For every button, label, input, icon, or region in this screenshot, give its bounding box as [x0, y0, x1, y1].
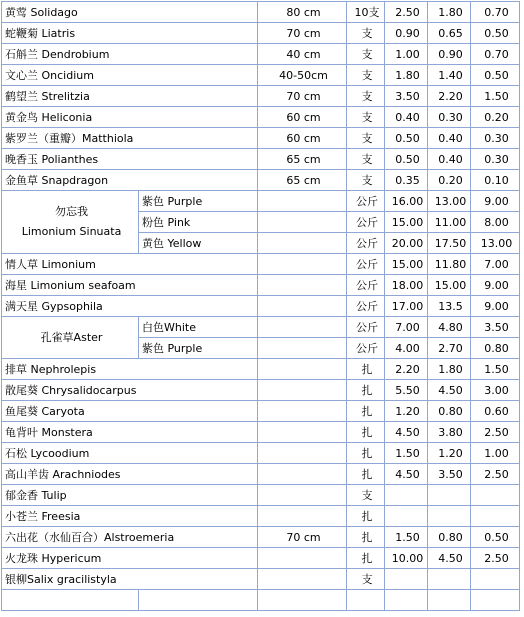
price-3: 3.50	[471, 317, 520, 338]
table-row	[2, 359, 520, 380]
table-row	[2, 464, 520, 485]
unit: 扎	[347, 422, 385, 443]
price-2: 4.80	[428, 317, 471, 338]
unit: 公斤	[347, 191, 385, 212]
price-3: 9.00	[471, 275, 520, 296]
price-3: 0.10	[471, 170, 520, 191]
table-row	[2, 422, 520, 443]
empty-cell	[258, 590, 347, 611]
unit: 扎	[347, 359, 385, 380]
group-name-aster: 孔雀草Aster	[2, 317, 139, 359]
price-1: 18.00	[385, 275, 428, 296]
price-1: 20.00	[385, 233, 428, 254]
table-row	[2, 44, 520, 65]
price-3: 8.00	[471, 212, 520, 233]
price-1	[385, 485, 428, 506]
price-1: 10.00	[385, 548, 428, 569]
price-3: 2.50	[471, 422, 520, 443]
stem-length: 40 cm	[258, 44, 347, 65]
flower-name: 银柳Salix gracilistyla	[2, 569, 258, 590]
stem-length: 65 cm	[258, 170, 347, 191]
stem-length	[258, 317, 347, 338]
price-1: 4.00	[385, 338, 428, 359]
price-2: 3.80	[428, 422, 471, 443]
unit: 扎	[347, 527, 385, 548]
price-1: 0.40	[385, 107, 428, 128]
flower-name: 石松 Lycoodium	[2, 443, 258, 464]
unit: 公斤	[347, 296, 385, 317]
table-row	[2, 569, 520, 590]
flower-name: 情人草 Limonium	[2, 254, 258, 275]
flower-name: 金鱼草 Snapdragon	[2, 170, 258, 191]
price-3: 1.50	[471, 359, 520, 380]
unit: 扎	[347, 443, 385, 464]
stem-length: 70 cm	[258, 86, 347, 107]
price-1: 0.50	[385, 128, 428, 149]
flower-name: 火龙珠 Hypericum	[2, 548, 258, 569]
stem-length: 60 cm	[258, 128, 347, 149]
flower-name: 郁金香 Tulip	[2, 485, 258, 506]
unit: 支	[347, 44, 385, 65]
table-row	[2, 380, 520, 401]
price-2: 1.80	[428, 2, 471, 23]
stem-length	[258, 212, 347, 233]
flower-name: 鹤望兰 Strelitzia	[2, 86, 258, 107]
price-2: 17.50	[428, 233, 471, 254]
price-3: 0.50	[471, 65, 520, 86]
empty-cell	[428, 590, 471, 611]
price-1: 1.20	[385, 401, 428, 422]
unit: 支	[347, 107, 385, 128]
stem-length: 70 cm	[258, 23, 347, 44]
flower-name: 六出花（水仙百合）Alstroemeria	[2, 527, 258, 548]
price-3	[471, 569, 520, 590]
empty-cell	[139, 590, 258, 611]
price-2: 11.80	[428, 254, 471, 275]
price-2: 0.30	[428, 107, 471, 128]
empty-row	[2, 590, 520, 611]
stem-length: 70 cm	[258, 527, 347, 548]
price-3: 7.00	[471, 254, 520, 275]
price-3: 2.50	[471, 548, 520, 569]
flower-name: 鱼尾葵 Caryota	[2, 401, 258, 422]
flower-name: 高山羊齿 Arachniodes	[2, 464, 258, 485]
flower-name: 小苍兰 Freesia	[2, 506, 258, 527]
price-1: 2.20	[385, 359, 428, 380]
unit: 支	[347, 128, 385, 149]
price-2: 4.50	[428, 380, 471, 401]
price-1: 1.80	[385, 65, 428, 86]
price-3: 0.70	[471, 2, 520, 23]
price-1	[385, 506, 428, 527]
flower-name: 蛇鞭菊 Liatris	[2, 23, 258, 44]
flower-name: 满天星 Gypsophila	[2, 296, 258, 317]
price-3: 9.00	[471, 191, 520, 212]
price-3: 2.50	[471, 464, 520, 485]
price-1: 15.00	[385, 212, 428, 233]
stem-length	[258, 506, 347, 527]
price-1: 1.50	[385, 527, 428, 548]
unit: 支	[347, 149, 385, 170]
price-1: 1.00	[385, 44, 428, 65]
price-3: 0.30	[471, 128, 520, 149]
table-row	[2, 23, 520, 44]
price-3: 0.60	[471, 401, 520, 422]
unit: 公斤	[347, 275, 385, 296]
price-2: 3.50	[428, 464, 471, 485]
unit: 公斤	[347, 233, 385, 254]
price-2: 0.80	[428, 527, 471, 548]
stem-length	[258, 275, 347, 296]
stem-length	[258, 380, 347, 401]
stem-length	[258, 569, 347, 590]
table-row	[2, 443, 520, 464]
unit: 10支	[347, 2, 385, 23]
unit: 支	[347, 569, 385, 590]
price-2: 13.5	[428, 296, 471, 317]
price-2: 2.70	[428, 338, 471, 359]
flower-price-table	[1, 1, 520, 611]
stem-length	[258, 296, 347, 317]
stem-length	[258, 443, 347, 464]
unit: 公斤	[347, 254, 385, 275]
flower-name: 石斛兰 Dendrobium	[2, 44, 258, 65]
price-2: 0.90	[428, 44, 471, 65]
price-1: 2.50	[385, 2, 428, 23]
price-3: 0.30	[471, 149, 520, 170]
price-1: 5.50	[385, 380, 428, 401]
price-2	[428, 506, 471, 527]
flower-name: 紫罗兰（重瓣）Matthiola	[2, 128, 258, 149]
table-row	[2, 170, 520, 191]
table-row	[2, 149, 520, 170]
price-1: 3.50	[385, 86, 428, 107]
empty-cell	[471, 590, 520, 611]
price-2: 4.50	[428, 548, 471, 569]
price-1	[385, 569, 428, 590]
unit: 支	[347, 170, 385, 191]
price-2: 11.00	[428, 212, 471, 233]
table-row	[2, 254, 520, 275]
color-variant: 紫色 Purple	[139, 338, 258, 359]
price-2: 1.40	[428, 65, 471, 86]
stem-length	[258, 485, 347, 506]
price-3: 0.70	[471, 44, 520, 65]
price-2: 1.80	[428, 359, 471, 380]
table-row	[2, 485, 520, 506]
table-row	[2, 2, 520, 23]
price-1: 1.50	[385, 443, 428, 464]
unit: 支	[347, 86, 385, 107]
price-2: 0.80	[428, 401, 471, 422]
price-2: 0.40	[428, 149, 471, 170]
table-row	[2, 191, 520, 212]
stem-length	[258, 233, 347, 254]
flower-name: 黄莺 Solidago	[2, 2, 258, 23]
empty-cell	[385, 590, 428, 611]
price-2: 0.20	[428, 170, 471, 191]
price-1: 15.00	[385, 254, 428, 275]
unit: 支	[347, 485, 385, 506]
unit: 公斤	[347, 212, 385, 233]
stem-length	[258, 422, 347, 443]
price-3: 13.00	[471, 233, 520, 254]
stem-length	[258, 359, 347, 380]
stem-length: 60 cm	[258, 107, 347, 128]
price-3: 1.00	[471, 443, 520, 464]
price-2: 13.00	[428, 191, 471, 212]
price-1: 0.90	[385, 23, 428, 44]
table-row	[2, 296, 520, 317]
stem-length: 40-50cm	[258, 65, 347, 86]
group-name-en: Limonium Sinuata	[21, 225, 122, 238]
unit: 支	[347, 23, 385, 44]
stem-length: 80 cm	[258, 2, 347, 23]
table-row	[2, 86, 520, 107]
table-row	[2, 527, 520, 548]
flower-name: 龟背叶 Monstera	[2, 422, 258, 443]
price-3: 0.20	[471, 107, 520, 128]
unit: 扎	[347, 506, 385, 527]
stem-length	[258, 464, 347, 485]
flower-name: 文心兰 Oncidium	[2, 65, 258, 86]
stem-length	[258, 401, 347, 422]
table-row	[2, 65, 520, 86]
stem-length: 65 cm	[258, 149, 347, 170]
price-1: 4.50	[385, 464, 428, 485]
price-3: 9.00	[471, 296, 520, 317]
unit: 扎	[347, 464, 385, 485]
group-name-cn: 勿忘我	[55, 205, 88, 218]
price-3: 3.00	[471, 380, 520, 401]
empty-cell	[2, 590, 139, 611]
unit: 扎	[347, 401, 385, 422]
flower-name: 晚香玉 Polianthes	[2, 149, 258, 170]
table-row	[2, 275, 520, 296]
stem-length	[258, 548, 347, 569]
price-3: 0.50	[471, 527, 520, 548]
stem-length	[258, 338, 347, 359]
price-1: 7.00	[385, 317, 428, 338]
price-3: 0.80	[471, 338, 520, 359]
unit: 扎	[347, 380, 385, 401]
unit: 支	[347, 65, 385, 86]
price-1: 17.00	[385, 296, 428, 317]
stem-length	[258, 191, 347, 212]
flower-name: 黄金鸟 Heliconia	[2, 107, 258, 128]
price-2: 0.40	[428, 128, 471, 149]
table-row	[2, 107, 520, 128]
price-3	[471, 485, 520, 506]
price-1: 0.50	[385, 149, 428, 170]
table-row	[2, 128, 520, 149]
table-row	[2, 506, 520, 527]
unit: 公斤	[347, 338, 385, 359]
stem-length	[258, 254, 347, 275]
price-2	[428, 569, 471, 590]
flower-name: 排草 Nephrolepis	[2, 359, 258, 380]
table-row	[2, 317, 520, 338]
color-variant: 黄色 Yellow	[139, 233, 258, 254]
price-1: 4.50	[385, 422, 428, 443]
table-row	[2, 548, 520, 569]
price-3: 0.50	[471, 23, 520, 44]
color-variant: 紫色 Purple	[139, 191, 258, 212]
price-3	[471, 506, 520, 527]
flower-name: 海星 Limonium seafoam	[2, 275, 258, 296]
price-2: 2.20	[428, 86, 471, 107]
price-1: 0.35	[385, 170, 428, 191]
flower-name: 散尾葵 Chrysalidocarpus	[2, 380, 258, 401]
group-name-limonium-sinuata	[2, 191, 139, 254]
color-variant: 粉色 Pink	[139, 212, 258, 233]
color-variant: 白色White	[139, 317, 258, 338]
unit: 扎	[347, 548, 385, 569]
unit: 公斤	[347, 317, 385, 338]
price-3: 1.50	[471, 86, 520, 107]
table-row	[2, 401, 520, 422]
price-2	[428, 485, 471, 506]
empty-cell	[347, 590, 385, 611]
price-2: 1.20	[428, 443, 471, 464]
price-1: 16.00	[385, 191, 428, 212]
price-2: 15.00	[428, 275, 471, 296]
price-2: 0.65	[428, 23, 471, 44]
